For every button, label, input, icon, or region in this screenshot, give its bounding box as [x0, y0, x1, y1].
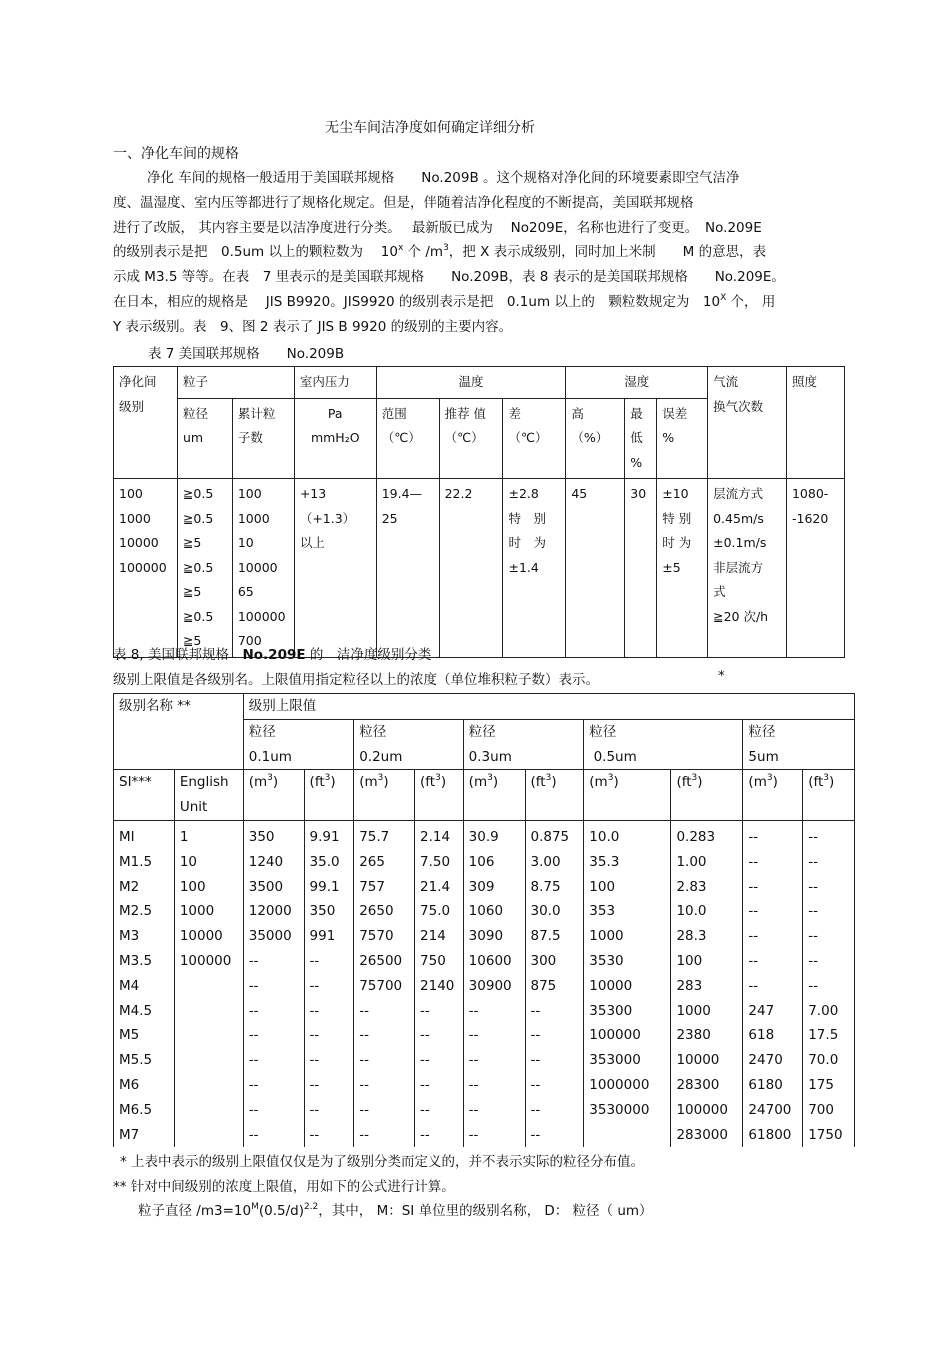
table-cell: 750	[415, 949, 464, 974]
table-cell: --	[354, 1073, 415, 1098]
table-cell: --	[463, 1073, 525, 1098]
table-cell: 7570	[354, 924, 415, 949]
table-cell: 12000	[243, 899, 304, 924]
t8-h-size-03: 粒径 0.3um	[463, 719, 584, 770]
t7-h-rec: 推荐 值 （℃）	[439, 398, 503, 479]
table-cell: 2.83	[671, 875, 743, 900]
table-209b	[113, 366, 845, 658]
t8-unit-m3: $(m^3)$	[743, 770, 803, 821]
table-cell: 1000000	[584, 1073, 671, 1098]
t8-unit-m3: $(m^3)$	[354, 770, 415, 821]
table-cell: 106	[463, 850, 525, 875]
table-cell: --	[803, 899, 855, 924]
table-209e	[113, 693, 855, 1147]
table-row	[114, 999, 855, 1024]
table-cell: 35.0	[304, 850, 354, 875]
table-cell: 7.00	[803, 999, 855, 1024]
table-row	[114, 1048, 855, 1073]
t7-size: ≧0.5 ≧0.5 ≧5 ≧0.5 ≧5 ≧0.5 ≧5	[177, 479, 232, 658]
table-cell: --	[304, 999, 354, 1024]
table-cell: 10	[174, 850, 243, 875]
table-cell: 214	[415, 924, 464, 949]
table-cell: --	[304, 1098, 354, 1123]
table-cell: 24700	[743, 1098, 803, 1123]
t7-h-diff: 差 （℃）	[503, 398, 566, 479]
table-cell: 3.00	[525, 850, 584, 875]
table-cell: 265	[354, 850, 415, 875]
t7-class: 100 1000 10000 100000	[114, 479, 178, 658]
table-cell: 1000	[174, 899, 243, 924]
table-cell: --	[743, 850, 803, 875]
para-line: 在日本，相应的规格是 JIS B9920。JIS9920 的级别表示是把 0.1um 以上的 颗粒数规定为 $10^X$ 个， 用	[113, 292, 776, 310]
t8-unit-m3: $(m^3)$	[463, 770, 525, 821]
table-cell: M3.5	[114, 949, 175, 974]
table-cell: M5.5	[114, 1048, 175, 1073]
table-cell: 1750	[803, 1123, 855, 1148]
table-row	[114, 949, 855, 974]
t7-diff: ±2.8 特 别 时 为 ±1.4	[503, 479, 566, 658]
table-cell: 175	[803, 1073, 855, 1098]
table-cell: 21.4	[415, 875, 464, 900]
table-cell: 75700	[354, 974, 415, 999]
table-cell: --	[743, 974, 803, 999]
t7-pressure: +13 （+1.3） 以上	[294, 479, 376, 658]
t8-h-size-02: 粒径 0.2um	[354, 719, 463, 770]
table-cell: 1	[174, 820, 243, 849]
table-cell: --	[354, 999, 415, 1024]
table-cell: 350	[304, 899, 354, 924]
table-row	[114, 1073, 855, 1098]
table-cell	[174, 974, 243, 999]
t7-h-high: 高 （%）	[566, 398, 625, 479]
para-line: 示成 M3.5 等等。在表 7 里表示的是美国联邦规格 No.209B，表 8 表示的是美国联邦规格 No.209E。	[113, 269, 785, 286]
table-cell: 30.0	[525, 899, 584, 924]
t8-h-size-5: 粒径 5um	[743, 719, 855, 770]
table-cell: 757	[354, 875, 415, 900]
table-cell: 10000	[584, 974, 671, 999]
table-cell: 353	[584, 899, 671, 924]
t8-h-name: 级别名称 **	[114, 694, 244, 770]
table-cell: MI	[114, 820, 175, 849]
table-cell: 100000	[584, 1023, 671, 1048]
table-cell: --	[803, 949, 855, 974]
table-cell: 2470	[743, 1048, 803, 1073]
para-line: 净化 车间的规格一般适用于美国联邦规格 No.209B 。这个规格对净化间的环境要素即空气洁净	[147, 170, 740, 186]
table-cell: M4.5	[114, 999, 175, 1024]
table-cell: 10000	[174, 924, 243, 949]
table-cell: 2380	[671, 1023, 743, 1048]
table-cell: 618	[743, 1023, 803, 1048]
table-row	[114, 820, 855, 849]
table-cell: --	[415, 1098, 464, 1123]
t7-range: 19.4— 25	[376, 479, 439, 658]
t7-low: 30	[625, 479, 657, 658]
t7-h-lux: 照度	[786, 367, 844, 479]
t7-h-humidity: 湿度	[566, 367, 708, 399]
table-cell: 2140	[415, 974, 464, 999]
t8-unit-m3: $(m^3)$	[243, 770, 304, 821]
t8-unit-ft3: $(ft^3)$	[803, 770, 855, 821]
table-cell: 17.5	[803, 1023, 855, 1048]
table-cell: --	[243, 949, 304, 974]
table-cell: --	[525, 999, 584, 1024]
table-cell: --	[525, 1023, 584, 1048]
table-cell: --	[525, 1098, 584, 1123]
table-cell: --	[415, 999, 464, 1024]
table-cell: 1000	[584, 924, 671, 949]
doc-title: 无尘车间洁净度如何确定详细分析	[325, 120, 535, 136]
table-cell: --	[243, 1123, 304, 1148]
table-cell: 100	[174, 875, 243, 900]
table-row	[114, 1098, 855, 1123]
table-cell: --	[743, 899, 803, 924]
table-cell: 35000	[243, 924, 304, 949]
table-cell: --	[243, 1073, 304, 1098]
table-cell	[174, 1098, 243, 1123]
table-cell: 75.0	[415, 899, 464, 924]
t7-h-range: 范围 （℃）	[376, 398, 439, 479]
table-cell: --	[415, 1048, 464, 1073]
table-cell: 30900	[463, 974, 525, 999]
table-cell: 100000	[174, 949, 243, 974]
table-cell: 10000	[671, 1048, 743, 1073]
table-cell: 3500	[243, 875, 304, 900]
table-cell: 1060	[463, 899, 525, 924]
t7-h-particle: 粒子	[177, 367, 294, 399]
table-cell: 300	[525, 949, 584, 974]
table-cell: --	[354, 1123, 415, 1148]
para-line: 度、温湿度、室内压等都进行了规格化规定。但是，伴随着洁净化程度的不断提高，美国联邦规格	[113, 194, 694, 211]
t7-h-size: 粒径 um	[177, 398, 232, 479]
t7-h-pa: Pa mmH₂O	[294, 398, 376, 479]
table-cell: --	[304, 1123, 354, 1148]
table-cell: --	[243, 1023, 304, 1048]
table-cell	[174, 1023, 243, 1048]
table-cell: --	[243, 1048, 304, 1073]
table-cell: 8.75	[525, 875, 584, 900]
table-cell: 10600	[463, 949, 525, 974]
table-cell: --	[243, 999, 304, 1024]
table-cell: --	[743, 924, 803, 949]
t7-h-class: 净化间 级别	[114, 367, 178, 479]
table-cell: --	[803, 974, 855, 999]
table-cell: 0.875	[525, 820, 584, 849]
table-cell: 100	[671, 949, 743, 974]
table-cell: --	[415, 1123, 464, 1148]
table-cell: 30.9	[463, 820, 525, 849]
table-cell: --	[525, 1123, 584, 1148]
table7-caption: 表 7 美国联邦规格 No.209B	[148, 346, 345, 362]
table-cell: 1000	[671, 999, 743, 1024]
table-cell: 1.00	[671, 850, 743, 875]
table-cell: --	[463, 1048, 525, 1073]
table-cell: --	[525, 1073, 584, 1098]
table-cell: 6180	[743, 1073, 803, 1098]
table-cell: 283000	[671, 1123, 743, 1148]
t7-lux: 1080- -1620	[786, 479, 844, 658]
t8-unit-ft3: $(ft^3)$	[525, 770, 584, 821]
table-row	[114, 924, 855, 949]
table-cell: --	[304, 974, 354, 999]
table-cell: --	[354, 1023, 415, 1048]
table-cell: --	[803, 850, 855, 875]
table-cell: 9.91	[304, 820, 354, 849]
t8-h-si: SI***	[114, 770, 175, 821]
table-cell: --	[243, 1098, 304, 1123]
table-cell: 61800	[743, 1123, 803, 1148]
table-row	[114, 850, 855, 875]
table-cell: --	[803, 875, 855, 900]
table-cell: --	[304, 949, 354, 974]
table8-caption: 表 8, 美国联邦规格 No.209E 的 洁净度级别分类	[113, 647, 432, 663]
t8-body	[114, 820, 855, 1147]
table-cell: 87.5	[525, 924, 584, 949]
table-cell: 247	[743, 999, 803, 1024]
section-heading: 一、净化车间的规格	[113, 146, 239, 162]
table-cell: 100000	[671, 1098, 743, 1123]
table-row	[114, 1023, 855, 1048]
t8-h-size-01: 粒径 0.1um	[243, 719, 353, 770]
footnote-1: * 上表中表示的级别上限值仅仅是为了级别分类而定义的，并不表示实际的粒径分布值。	[120, 1154, 645, 1170]
t7-h-count: 累计粒 子数	[232, 398, 294, 479]
table-cell: 75.7	[354, 820, 415, 849]
table-cell: 875	[525, 974, 584, 999]
table-cell: --	[304, 1048, 354, 1073]
table-cell: 283	[671, 974, 743, 999]
table-cell: 99.1	[304, 875, 354, 900]
para-line: 进行了改版， 其内容主要是以洁净度进行分类。 最新版已成为 No209E，名称也进行了变更。 No.209E	[113, 219, 762, 236]
table-cell: --	[463, 999, 525, 1024]
t8-unit-ft3: $(ft^3)$	[671, 770, 743, 821]
table-cell: --	[743, 949, 803, 974]
table-cell: 700	[803, 1098, 855, 1123]
table-cell: --	[803, 924, 855, 949]
table-cell: M1.5	[114, 850, 175, 875]
table-cell	[584, 1123, 671, 1148]
table-cell: M2.5	[114, 899, 175, 924]
table-cell: 10.0	[584, 820, 671, 849]
table-cell: --	[304, 1023, 354, 1048]
t8-h-size-05: 粒径 0.5um	[584, 719, 743, 770]
t7-rec: 22.2	[439, 479, 503, 658]
t8-unit-m3: $(m^3)$	[584, 770, 671, 821]
footnote-2: ** 针对中间级别的浓度上限值，用如下的公式进行计算。	[113, 1179, 455, 1195]
table-row	[114, 899, 855, 924]
table-cell: --	[463, 1123, 525, 1148]
table-cell: M6.5	[114, 1098, 175, 1123]
table-cell: 0.283	[671, 820, 743, 849]
table-cell: 2.14	[415, 820, 464, 849]
para-line: 的级别表示是把 0.5um 以上的颗粒数为 10$^x$ 个 $/m^3$，把 X 表示成级别，同时加上米制 M 的意思，表	[113, 243, 767, 261]
t7-h-low: 最 低 %	[625, 398, 657, 479]
table-cell: --	[354, 1098, 415, 1123]
intro-paragraph	[113, 166, 843, 340]
table-cell: 100	[584, 875, 671, 900]
table-cell: --	[243, 974, 304, 999]
table-cell: 28.3	[671, 924, 743, 949]
table-cell: 991	[304, 924, 354, 949]
table-cell: M3	[114, 924, 175, 949]
table-cell: --	[415, 1073, 464, 1098]
table-cell: M6	[114, 1073, 175, 1098]
table-cell: --	[415, 1023, 464, 1048]
formula: 粒子直径 $/m3=10^M(0.5/d)^{2.2}$，其中， M：SI 单位里的级别名称， D： 粒径（ um）	[138, 1202, 653, 1219]
table-cell	[174, 999, 243, 1024]
t7-airflow: 层流方式 0.45m/s ±0.1m/s 非层流方 式 ≧20 次/h	[708, 479, 787, 658]
t7-err: ±10 特 别 时 为 ±5	[657, 479, 708, 658]
table-cell: M7	[114, 1123, 175, 1148]
table-cell: --	[304, 1073, 354, 1098]
table-cell: --	[743, 875, 803, 900]
table-cell: M5	[114, 1023, 175, 1048]
table-cell: 35.3	[584, 850, 671, 875]
table-cell: 28300	[671, 1073, 743, 1098]
table-cell: 10.0	[671, 899, 743, 924]
table-cell: 3090	[463, 924, 525, 949]
table-cell: 3530	[584, 949, 671, 974]
table-cell: 35300	[584, 999, 671, 1024]
table-cell: --	[463, 1098, 525, 1123]
t7-count: 100 1000 10 10000 65 100000 700	[232, 479, 294, 658]
t7-h-err: 误差 %	[657, 398, 708, 479]
table-cell: --	[463, 1023, 525, 1048]
t7-h-pressure: 室内压力	[294, 367, 376, 399]
table-cell: M2	[114, 875, 175, 900]
table-cell: 70.0	[803, 1048, 855, 1073]
t7-h-airflow: 气流 换气次数	[708, 367, 787, 479]
para-line: Y 表示级别。表 9、图 2 表示了 JIS B 9920 的级别的主要内容。	[113, 318, 513, 335]
t8-h-english: English Unit	[174, 770, 243, 821]
table-cell	[174, 1048, 243, 1073]
table-row	[114, 974, 855, 999]
table-cell: --	[525, 1048, 584, 1073]
table-cell: 26500	[354, 949, 415, 974]
table-cell	[174, 1073, 243, 1098]
table-cell: 2650	[354, 899, 415, 924]
t7-high: 45	[566, 479, 625, 658]
t7-h-temp: 温度	[376, 367, 566, 399]
table-cell: --	[803, 820, 855, 849]
table-cell	[174, 1123, 243, 1148]
table-cell: 309	[463, 875, 525, 900]
table-cell: 353000	[584, 1048, 671, 1073]
t8-unit-ft3: $(ft^3)$	[304, 770, 354, 821]
table-cell: 7.50	[415, 850, 464, 875]
table-cell: 1240	[243, 850, 304, 875]
table-row	[114, 1123, 855, 1148]
t8-h-upper: 级别上限值	[243, 694, 854, 720]
table-cell: --	[743, 820, 803, 849]
t8-unit-ft3: $(ft^3)$	[415, 770, 464, 821]
table-row	[114, 875, 855, 900]
table-cell: 3530000	[584, 1098, 671, 1123]
table-cell: M4	[114, 974, 175, 999]
table-cell: --	[354, 1048, 415, 1073]
table8-note: 级别上限值是各级别名。上限值用指定粒径以上的浓度（单位堆积粒子数）表示。 *	[113, 668, 725, 688]
table-cell: 350	[243, 820, 304, 849]
